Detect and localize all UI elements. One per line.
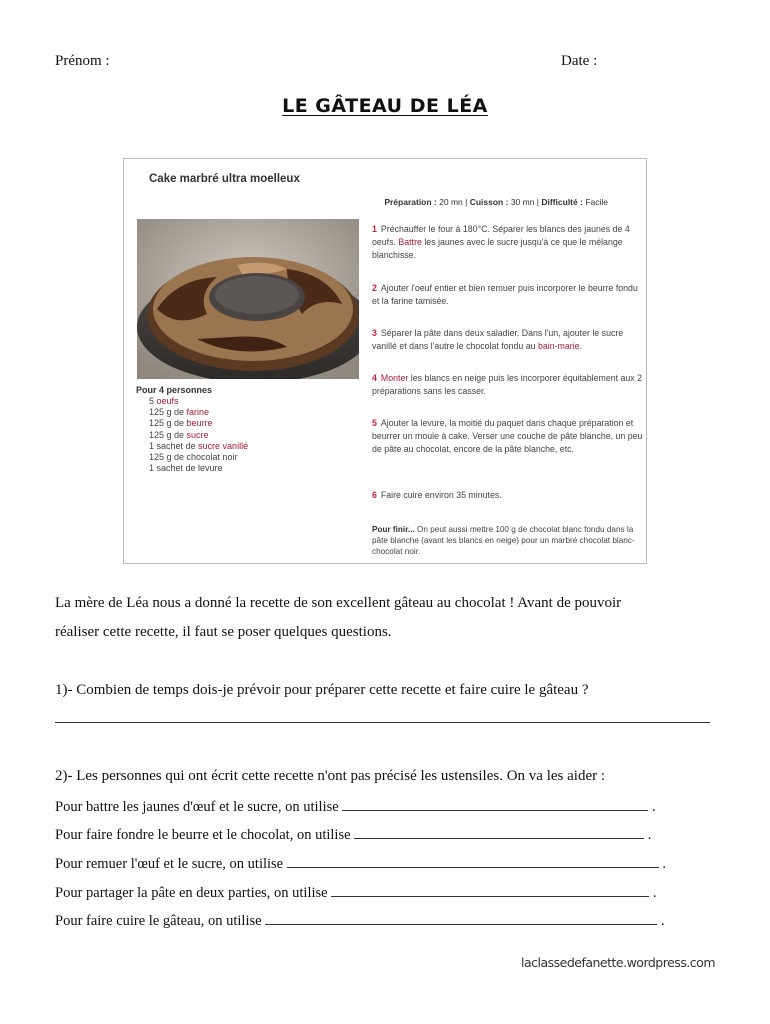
recipe-finish-note: Pour finir... On peut aussi mettre 100 g de chocolat blanc fondu dans la pâte blanche (avant les blancs en neige) pour un marbré chocolat blanc- chocolat noir. xyxy=(372,525,635,556)
ingredient-item: 1 sachet de sucre vanillé xyxy=(149,441,249,451)
question-2-item: Pour faire cuire le gâteau, on utilise . xyxy=(55,913,665,929)
question-2-item: Pour faire fondre le beurre et le chocolat, on utilise . xyxy=(55,827,652,843)
footer-url: laclassedefanette.wordpress.com xyxy=(520,955,715,970)
ingredient-item: 1 sachet de levure xyxy=(149,463,223,473)
question-1: 1)- Combien de temps dois-je prévoir pour préparer cette recette et faire cuire le gâteau ? xyxy=(55,682,589,698)
ingredient-item: 125 g de farine xyxy=(149,407,210,417)
answer-blank[interactable] xyxy=(265,912,657,925)
recipe-step: 3 Séparer la pâte dans deux saladier. Dans l'un, ajouter le sucre vanillé et dans l'autre le chocolat fondu au bain-marie. xyxy=(372,328,624,351)
date-label: Date : xyxy=(561,53,598,69)
recipe-card xyxy=(123,158,647,564)
recipe-step: 1 Préchauffer le four à 180°C. Séparer les blancs des jaunes de 4 oeufs. Battre les jaunes avec le sucre jusqu'à ce que le mélange blanchisse. xyxy=(372,224,630,260)
cake-photo xyxy=(137,219,359,379)
ingredients-title: Pour 4 personnes xyxy=(136,385,213,395)
page-title: LE GÂTEAU DE LÉA xyxy=(282,95,488,117)
recipe-meta: Préparation : 20 mn | Cuisson : 30 mn | Difficulté : Facile xyxy=(384,197,608,207)
intro-line-1: La mère de Léa nous a donné la recette de son excellent gâteau au chocolat ! Avant de pouvoir xyxy=(55,595,622,611)
question-2-item: Pour partager la pâte en deux parties, on utilise . xyxy=(55,885,657,901)
answer-blank[interactable] xyxy=(287,855,659,868)
ingredient-item: 125 g de beurre xyxy=(149,418,213,428)
ingredient-item: 125 g de chocolat noir xyxy=(149,452,238,462)
question-2-item: Pour battre les jaunes d'œuf et le sucre, on utilise . xyxy=(55,799,656,815)
recipe-step: 6 Faire cuire environ 35 minutes. xyxy=(372,490,502,500)
intro-line-2: réaliser cette recette, il faut se poser quelques questions. xyxy=(55,624,392,640)
question-2: 2)- Les personnes qui ont écrit cette recette n'ont pas précisé les ustensiles. On va les aider : xyxy=(55,768,606,784)
recipe-step: 5 Ajouter la levure, la moitié du paquet dans chaque préparation et beurrer un moule à cake. Verser une couche de pâte blanche, un peu de pâte au chocolat, encore de la pâte blanche, etc. xyxy=(372,418,643,454)
answer-blank[interactable] xyxy=(354,826,644,839)
question-2-item: Pour remuer l'œuf et le sucre, on utilise . xyxy=(55,856,666,872)
answer-line-q1[interactable] xyxy=(55,722,710,723)
recipe-title: Cake marbré ultra moelleux xyxy=(149,173,300,185)
recipe-step: 4 Monter les blancs en neige puis les incorporer équitablement aux 2 préparations sans les casser. xyxy=(372,373,643,396)
prenom-label: Prénom : xyxy=(55,53,110,69)
answer-blank[interactable] xyxy=(331,884,649,897)
recipe-step: 2 Ajouter l'oeuf entier et bien remuer puis incorporer le beurre fondu et la farine tamisée. xyxy=(372,283,638,306)
ingredient-item: 5 oeufs xyxy=(149,396,179,406)
answer-blank[interactable] xyxy=(342,798,648,811)
ingredient-item: 125 g de sucre xyxy=(149,430,209,440)
